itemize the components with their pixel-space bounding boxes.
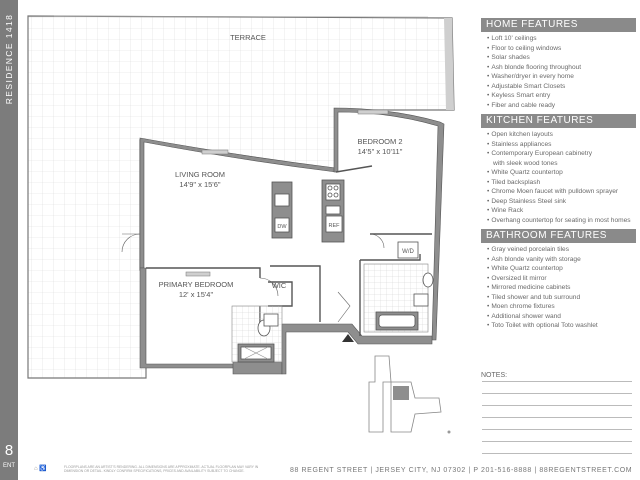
list-item: • Loft 10' ceilings: [481, 34, 636, 44]
residence-title: RESIDENCE 1418: [4, 13, 14, 105]
list-item: • Washer/dryer in every home: [481, 72, 636, 82]
list-item: • Adjustable Smart Closets: [481, 82, 636, 92]
list-item: • Toto Toilet with optional Toto washlet: [481, 321, 636, 331]
footer-disclaimer: FLOORPLANS ARE AN ARTIST'S RENDERING. ALL DIMENSIONS ARE APPROXIMATE. ACTUAL FLOORPLAN MAY VARY IN DIMENSION OR DETAIL. KINDLY CONFIRM SPECIFICATIONS, PRICES AND AVAILABILITY SUBJECT TO CHANGE.: [64, 465, 259, 473]
bedroom2-dims: 14'5" x 10'11": [357, 147, 403, 156]
bathroom-features-heading: BATHROOM FEATURES: [481, 229, 636, 243]
notes-line: [482, 405, 632, 406]
home-features-list: [481, 34, 636, 110]
list-item: • Tiled shower and tub surround: [481, 293, 636, 303]
list-item: • Stainless appliances: [481, 140, 636, 150]
notes-line: [482, 381, 632, 382]
features-panel: [481, 18, 636, 335]
ref-label: REF: [328, 223, 340, 229]
footer-address: 88 REGENT STREET | JERSEY CITY, NJ 07302 | P 201-516-8888 | 88REGENTSTREET.COM: [290, 467, 633, 474]
notes-label: NOTES:: [481, 372, 508, 379]
equal-housing-icon: ⌂ ♿: [34, 466, 47, 472]
list-item: • Additional shower wand: [481, 312, 636, 322]
primary-bedroom-dims: 12' x 15'4": [178, 290, 214, 299]
list-item: • Moen chrome fixtures: [481, 302, 636, 312]
floor-plan: [20, 6, 472, 391]
list-item: • Contemporary European cabinetry: [481, 149, 636, 159]
bathroom-features-list: [481, 245, 636, 331]
list-item: • Fiber and cable ready: [481, 101, 636, 111]
list-item: • Floor to ceiling windows: [481, 44, 636, 54]
list-item: • Mirrored medicine cabinets: [481, 283, 636, 293]
list-item: • Chrome Moen faucet with pulldown sprayer: [481, 187, 636, 197]
list-item: • White Quartz countertop: [481, 264, 636, 274]
notes-line: [482, 441, 632, 442]
list-item: • Open kitchen layouts: [481, 130, 636, 140]
kitchen-features-heading: KITCHEN FEATURES: [481, 114, 636, 128]
list-item: • White Quartz countertop: [481, 168, 636, 178]
living-room-dims: 14'9" x 15'6": [179, 180, 221, 189]
wic-label: WIC: [271, 281, 287, 290]
list-item: • Ash blonde vanity with storage: [481, 255, 636, 265]
list-item: • Oversized lit mirror: [481, 274, 636, 284]
building-subtext: ENT: [3, 463, 15, 469]
list-item: • Solar shades: [481, 53, 636, 63]
side-bar: [0, 0, 18, 480]
key-plan: [355, 352, 455, 452]
notes-line: [482, 393, 632, 394]
home-features-heading: HOME FEATURES: [481, 18, 636, 32]
list-item: • Tiled backsplash: [481, 178, 636, 188]
list-item: with sleek wood tones: [493, 159, 558, 167]
primary-bedroom-label: PRIMARY BEDROOM: [158, 280, 234, 289]
terrace-label: TERRACE: [230, 33, 266, 42]
dw-label: DW: [277, 224, 287, 230]
notes-line: [482, 453, 632, 454]
unit-highlight: [393, 386, 409, 400]
living-room-label: LIVING ROOM: [174, 170, 226, 179]
list-item: • Gray veined porcelain tiles: [481, 245, 636, 255]
kitchen-features-list: [481, 130, 636, 225]
list-item: • Keyless Smart entry: [481, 91, 636, 101]
building-number: 8: [4, 442, 14, 459]
list-item: • Overhang countertop for seating in most homes: [481, 216, 636, 226]
wd-label: W/D: [402, 249, 414, 255]
bedroom2-label: BEDROOM 2: [357, 137, 403, 146]
notes-line: [482, 429, 632, 430]
notes-line: [482, 417, 632, 418]
list-item: • Deep Stainless Steel sink: [481, 197, 636, 207]
list-item: • Wine Rack: [481, 206, 636, 216]
list-item: • Ash blonde flooring throughout: [481, 63, 636, 73]
